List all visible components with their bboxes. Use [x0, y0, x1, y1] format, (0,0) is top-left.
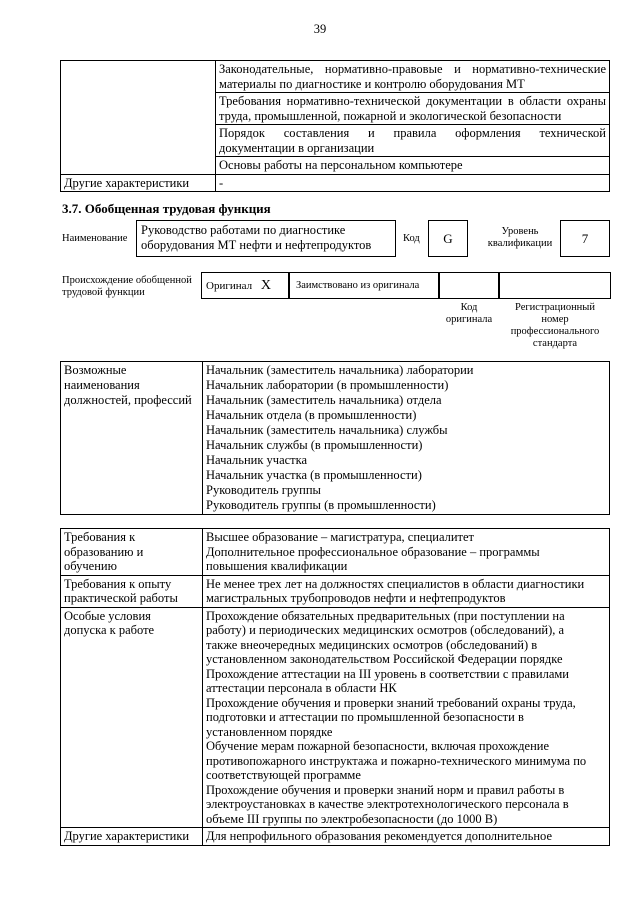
cell-line: Требования нормативно-технической документации в области охраны — [219, 94, 606, 108]
cell-line: также внеочередных медицинских осмотров (обследований) в — [206, 637, 538, 652]
table-cell — [216, 61, 610, 93]
cell-line: Прохождение обязательных предварительных (при поступлении на — [206, 608, 565, 623]
other-characteristics-label: Другие характеристики — [61, 828, 203, 846]
knowledge-table-continuation — [60, 60, 610, 192]
experience-value — [203, 575, 610, 607]
table-cell — [216, 157, 610, 175]
page-number: 39 — [313, 22, 327, 36]
cell-line: труда, промышленной, пожарной и экологической безопасности — [219, 108, 562, 123]
label-line: Особые условия — [64, 608, 151, 623]
job-titles-list — [203, 362, 610, 515]
job-titles-label — [61, 362, 203, 515]
caption-line: Регистрационный — [515, 302, 595, 313]
label-line: обучению — [64, 559, 117, 573]
cell-line: Прохождение обучения и проверки знаний норм и правил работы в — [206, 782, 565, 797]
table-row — [61, 174, 610, 192]
cell-line: соответствующей программе — [206, 768, 361, 782]
cell-line: Основы работы на персональном компьютере — [219, 158, 463, 172]
list-item: Начальник (заместитель начальника) отдела — [206, 393, 442, 407]
education-value — [203, 529, 610, 576]
label-line: практической работы — [64, 591, 178, 605]
cell-line: объеме III группы по электробезопасности (до 1000 В) — [206, 811, 498, 826]
table-cell-empty — [61, 157, 216, 175]
table-row — [61, 828, 610, 846]
caption-line: стандарта — [532, 338, 578, 349]
name-label: Наименование — [62, 233, 128, 244]
cell-line: Порядок составления и правила оформления технической — [219, 126, 606, 140]
table-row — [61, 529, 610, 576]
other-characteristics-value: Для непрофильного образования рекомендуется дополнительное — [203, 828, 610, 846]
registration-number-cell — [499, 272, 611, 299]
level-field: 7 — [560, 220, 610, 257]
label-line: образованию и — [64, 544, 144, 559]
borrowed-cell: Заимствовано из оригинала — [289, 272, 439, 299]
list-item: Начальник (заместитель начальника) службы — [206, 423, 448, 437]
table-cell-empty — [61, 93, 216, 125]
caption-line: оригинала — [445, 314, 493, 325]
list-item: Начальник лаборатории (в промышленности) — [206, 378, 449, 392]
table-cell-empty — [61, 61, 216, 93]
name-line: Руководство работами по диагностике — [141, 223, 346, 237]
table-row — [61, 362, 610, 515]
cell-line: противопожарного инструктажа и пожарно-технического минимума по — [206, 753, 587, 768]
origin-label — [62, 275, 202, 299]
list-item: Начальник (заместитель начальника) лаборатории — [206, 363, 474, 377]
list-item: Начальник участка — [206, 453, 308, 467]
table-row — [61, 61, 610, 93]
table-cell — [216, 93, 610, 125]
table-row — [61, 575, 610, 607]
label-line: Требования к опыту — [64, 576, 172, 591]
level-label — [487, 226, 553, 250]
name-field — [136, 220, 396, 257]
label-line: Требования к — [64, 530, 136, 544]
original-mark: X — [260, 278, 271, 293]
label-line: наименования — [64, 378, 140, 392]
origin-label-line: Происхождение обобщенной — [62, 275, 192, 286]
level-label-line: Уровень — [501, 226, 539, 237]
caption-line: профессионального — [510, 326, 600, 337]
label-line: должностей, профессий — [64, 393, 192, 407]
table-row — [61, 607, 610, 828]
label-line: Возможные — [64, 363, 127, 377]
level-label-line: квалификации — [487, 238, 553, 249]
education-label — [61, 529, 203, 576]
list-item: Начальник службы (в промышленности) — [206, 438, 423, 452]
registration-number-caption — [499, 302, 611, 350]
cell-line: Не менее трех лет на должностях специалистов в области диагностики — [206, 576, 585, 591]
code-original-cell — [439, 272, 499, 299]
cell-line: документации в организации — [219, 140, 375, 155]
special-conditions-label — [61, 607, 203, 828]
origin-label-line: трудовой функции — [62, 287, 145, 298]
experience-label — [61, 575, 203, 607]
caption-line: Код — [460, 302, 478, 313]
cell-line: аттестации персонала в области НК — [206, 681, 397, 695]
cell-line: Прохождение аттестации на III уровень в соответствии с правилами — [206, 666, 569, 681]
requirements-table — [60, 528, 610, 846]
code-original-caption — [439, 302, 499, 326]
cell-line: Законодательные, нормативно-правовые и нормативно-технические — [219, 62, 606, 76]
list-item: Начальник участка (в промышленности) — [206, 468, 422, 482]
cell-line: подготовки и аттестации по промышленной безопасности в — [206, 710, 524, 724]
cell-line: магистральных трубопроводов нефти и нефтепродуктов — [206, 591, 506, 605]
section-title: 3.7. Обобщенная трудовая функция — [62, 201, 271, 216]
table-cell-empty — [61, 125, 216, 157]
other-characteristics-label: Другие характеристики — [61, 174, 216, 192]
cell-line: Высшее образование – магистратура, специалитет — [206, 530, 475, 544]
table-row — [61, 157, 610, 175]
table-row — [61, 125, 610, 157]
cell-line: установленном законодательством Российской Федерации порядке — [206, 652, 563, 666]
cell-line: Дополнительное профессиональное образование – программы — [206, 544, 540, 559]
original-cell — [201, 272, 289, 299]
label-line: допуска к работе — [64, 623, 155, 637]
table-cell — [216, 125, 610, 157]
cell-line: материалы по диагностике и контролю оборудования МТ — [219, 76, 525, 91]
other-characteristics-value: - — [216, 174, 610, 192]
cell-line: повышения квалификации — [206, 559, 348, 573]
cell-line: Прохождение обучения и проверки знаний требований охраны труда, — [206, 695, 576, 710]
list-item: Руководитель группы — [206, 483, 321, 497]
original-label: Оригинал — [206, 280, 253, 292]
code-field: G — [428, 220, 468, 257]
cell-line: электроустановках в качестве электротехнологического персонала в — [206, 797, 569, 811]
list-item: Руководитель группы (в промышленности) — [206, 498, 436, 512]
name-line: оборудования МТ нефти и нефтепродуктов — [141, 238, 372, 252]
special-conditions-value — [203, 607, 610, 828]
cell-line: установленном порядке — [206, 724, 333, 739]
caption-line: номер — [541, 314, 569, 325]
table-row — [61, 93, 610, 125]
code-label: Код — [403, 233, 420, 244]
cell-line: Обучение мерам пожарной безопасности, включая прохождение — [206, 739, 549, 753]
list-item: Начальник отдела (в промышленности) — [206, 408, 417, 422]
job-titles-table — [60, 361, 610, 515]
cell-line: работу) и периодических медицинских осмотров (обследований), а — [206, 623, 565, 637]
